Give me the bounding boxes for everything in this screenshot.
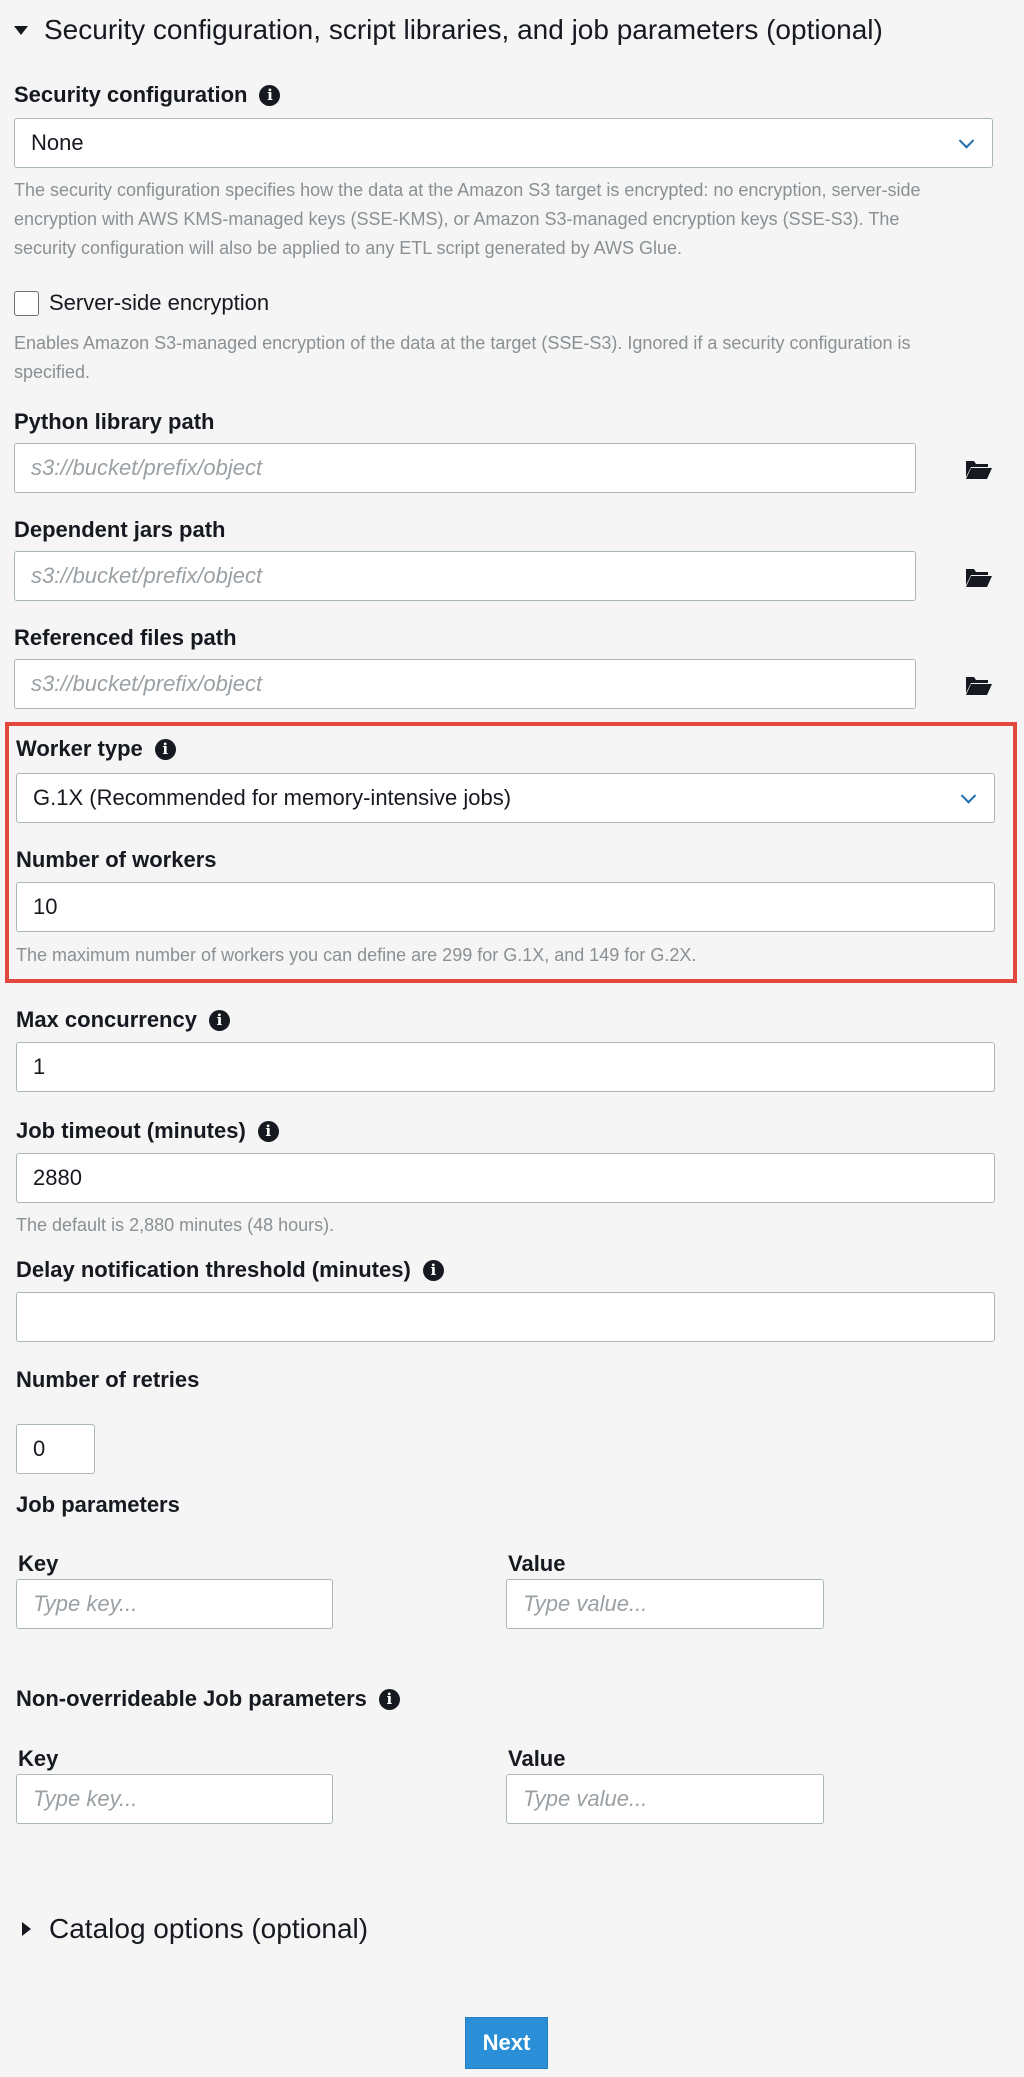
non-overrideable-value-label: Value: [508, 1746, 566, 1771]
catalog-section-header[interactable]: [22, 1909, 368, 1949]
referenced-files-path-label: Referenced files path: [14, 625, 237, 650]
job-parameters-key-input[interactable]: [16, 1579, 333, 1629]
info-icon[interactable]: i: [379, 1689, 400, 1710]
server-side-encryption-label[interactable]: Server-side encryption: [49, 290, 270, 315]
server-side-encryption-row: [14, 290, 269, 316]
non-overrideable-value-input[interactable]: [506, 1774, 824, 1824]
info-icon[interactable]: i: [258, 1121, 279, 1142]
security-configuration-label-row: [14, 82, 280, 108]
job-parameters-value-input[interactable]: [506, 1579, 824, 1629]
referenced-files-path-input[interactable]: [14, 659, 916, 709]
job-timeout-label-row: [16, 1118, 279, 1144]
non-overrideable-key-input[interactable]: [16, 1774, 333, 1824]
security-configuration-hint: The security configuration specifies how the data at the Amazon S3 target is encrypted: no encryption, server-side encryption with AWS KMS-managed keys (SSE-KMS), or Amazon S3-managed encryption keys (SSE-S3). The security configuration will also be applied to any ETL script generated by AWS Glue.: [14, 180, 921, 258]
folder-open-icon[interactable]: [965, 566, 993, 588]
next-button[interactable]: Next: [465, 2017, 548, 2069]
max-concurrency-input[interactable]: [16, 1042, 995, 1092]
job-parameters-value-label: Value: [508, 1551, 566, 1576]
delay-notification-label-row: [16, 1257, 444, 1283]
job-timeout-hint: The default is 2,880 minutes (48 hours).: [16, 1215, 335, 1235]
python-library-path-label: Python library path: [14, 409, 215, 434]
number-of-retries-input[interactable]: [16, 1424, 95, 1474]
dependent-jars-path-label: Dependent jars path: [14, 517, 226, 542]
non-overrideable-job-parameters-label: Non-overrideable Job parameters: [16, 1686, 367, 1711]
caret-right-icon: [22, 1922, 31, 1936]
worker-type-label: Worker type: [16, 736, 143, 761]
max-concurrency-label: Max concurrency: [16, 1007, 197, 1032]
delay-notification-input[interactable]: [16, 1292, 995, 1342]
info-icon[interactable]: i: [209, 1010, 230, 1031]
worker-type-label-row: [16, 736, 176, 762]
job-timeout-label: Job timeout (minutes): [16, 1118, 246, 1143]
security-configuration-select[interactable]: [14, 118, 993, 168]
caret-down-icon: [14, 26, 28, 35]
security-configuration-label: Security configuration: [14, 82, 248, 107]
server-side-encryption-hint: Enables Amazon S3-managed encryption of the data at the target (SSE-S3). Ignored if a security configuration is specified.: [14, 333, 911, 382]
non-overrideable-label-row: [16, 1686, 400, 1712]
info-icon[interactable]: i: [423, 1260, 444, 1281]
python-library-path-input[interactable]: [14, 443, 916, 493]
number-of-retries-label: Number of retries: [16, 1367, 200, 1392]
worker-type-select[interactable]: [16, 773, 995, 823]
chevron-down-icon: [961, 788, 977, 804]
folder-open-icon[interactable]: [965, 458, 993, 480]
non-overrideable-key-label: Key: [18, 1746, 59, 1771]
job-timeout-input[interactable]: [16, 1153, 995, 1203]
job-parameters-key-label: Key: [18, 1551, 59, 1576]
delay-notification-label: Delay notification threshold (minutes): [16, 1257, 411, 1282]
folder-open-icon[interactable]: [965, 674, 993, 696]
dependent-jars-path-input[interactable]: [14, 551, 916, 601]
security-section-title: Security configuration, script libraries, and job parameters (optional): [44, 14, 883, 45]
chevron-down-icon: [959, 133, 975, 149]
number-of-workers-hint: The maximum number of workers you can define are 299 for G.1X, and 149 for G.2X.: [16, 945, 697, 965]
server-side-encryption-checkbox[interactable]: [14, 291, 39, 316]
security-section-header[interactable]: [14, 10, 883, 50]
security-configuration-value: None: [31, 130, 84, 155]
number-of-workers-label: Number of workers: [16, 847, 217, 872]
catalog-section-title: Catalog options (optional): [49, 1913, 369, 1944]
info-icon[interactable]: i: [155, 739, 176, 760]
number-of-workers-input[interactable]: [16, 882, 995, 932]
worker-type-value: G.1X (Recommended for memory-intensive jobs): [33, 785, 512, 810]
job-parameters-label: Job parameters: [16, 1492, 180, 1517]
max-concurrency-label-row: [16, 1007, 230, 1033]
info-icon[interactable]: i: [259, 85, 280, 106]
